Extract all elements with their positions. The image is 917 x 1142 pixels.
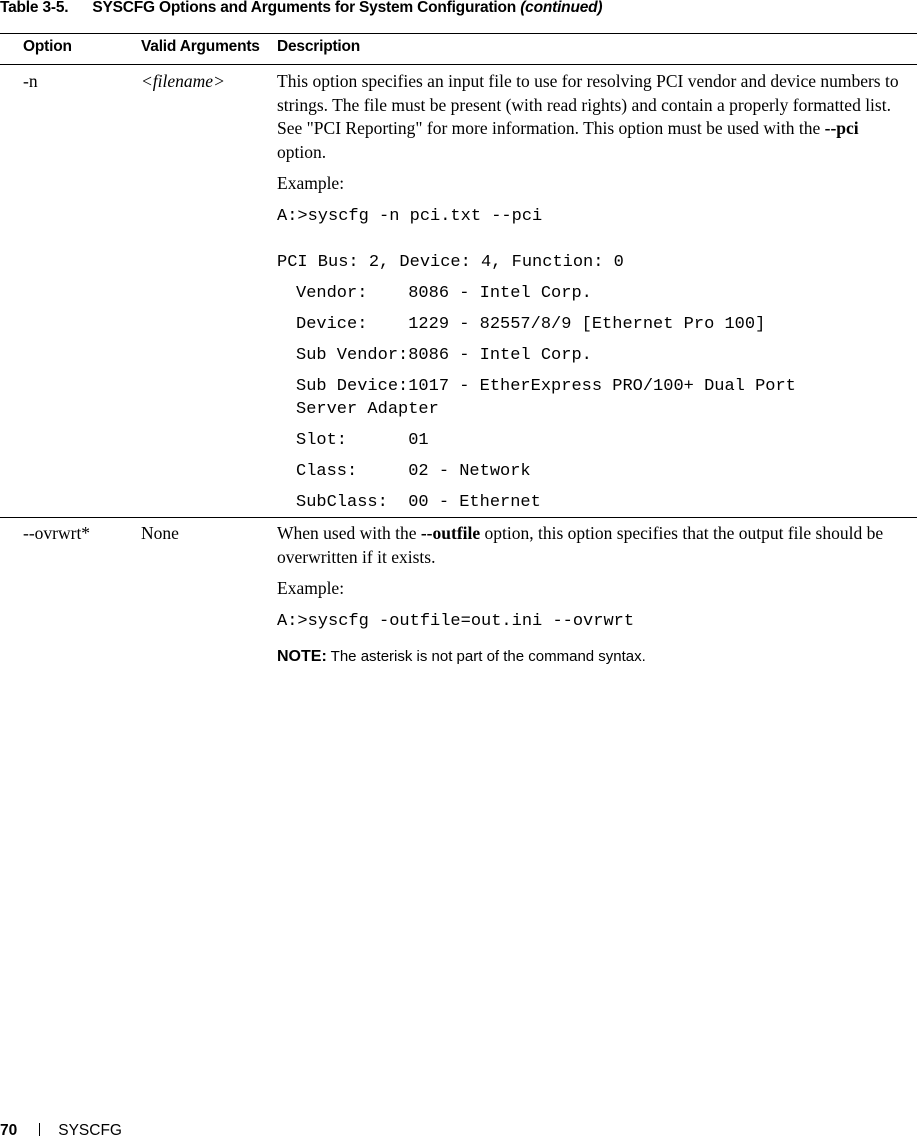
row-argument: <filename> (141, 71, 225, 91)
example-label: Example: (277, 578, 345, 598)
table-caption-title: SYSCFG Options and Arguments for System Configuration (92, 0, 517, 16)
header-option: Option (23, 38, 72, 55)
output-line: Sub Vendor:8086 - Intel Corp. (296, 345, 592, 365)
table-caption-continued: (continued) (520, 0, 603, 16)
description-text: When used with the (277, 523, 421, 543)
description-text-end: option. (277, 141, 327, 162)
header-bottom-rule (0, 64, 917, 65)
note (277, 648, 907, 666)
output-line: Device: 1229 - 82557/8/9 [Ethernet Pro 100] (296, 314, 766, 334)
example-command: A:>syscfg -n pci.txt --pci (277, 206, 543, 226)
row-option: -n (23, 71, 38, 91)
description-paragraph (277, 70, 907, 164)
row-divider-rule (0, 517, 917, 518)
row-description (277, 522, 907, 666)
description-text-end: option, this option specifies that the output file should be overwritten if it exists. (277, 523, 884, 567)
example-label: Example: (277, 173, 345, 193)
output-line: Vendor: 8086 - Intel Corp. (296, 283, 592, 303)
table-caption (0, 0, 602, 17)
header-valid-arguments: Valid Arguments (141, 38, 260, 55)
outfile-option-name: --outfile (420, 523, 481, 543)
pci-option-name: --pci (824, 118, 859, 138)
description-paragraph (277, 522, 907, 569)
table-caption-label: Table 3-5. (0, 0, 69, 16)
description-text: This option specifies an input file to use for resolving PCI vendor and device numbers to strings. The file must be present (with read rights) and contain a properly formatted list. See "PCI Reporting" for more information. This option must be used with the (277, 71, 899, 138)
page-number: 70 (0, 1122, 18, 1139)
footer-separator (39, 1123, 40, 1136)
row-option: --ovrwrt* (23, 523, 91, 543)
row-argument: None (141, 523, 179, 543)
output-line: SubClass: 00 - Ethernet (296, 492, 541, 512)
example-command: A:>syscfg -outfile=out.ini --ovrwrt (277, 611, 635, 631)
page-footer (0, 1122, 122, 1142)
output-line: Sub Device:1017 - EtherExpress PRO/100+ Dual Port Server Adapter (296, 376, 807, 419)
note-text: The asterisk is not part of the command syntax. (326, 647, 646, 665)
output-line: Class: 02 - Network (296, 461, 531, 481)
table-header-row (0, 38, 917, 58)
table-top-rule (0, 33, 917, 34)
output-line: Slot: 01 (296, 430, 429, 450)
note-label: NOTE: (277, 647, 327, 665)
footer-section: SYSCFG (58, 1122, 122, 1139)
row-description (277, 70, 907, 514)
output-header: PCI Bus: 2, Device: 4, Function: 0 (277, 252, 624, 272)
header-description: Description (277, 38, 361, 55)
